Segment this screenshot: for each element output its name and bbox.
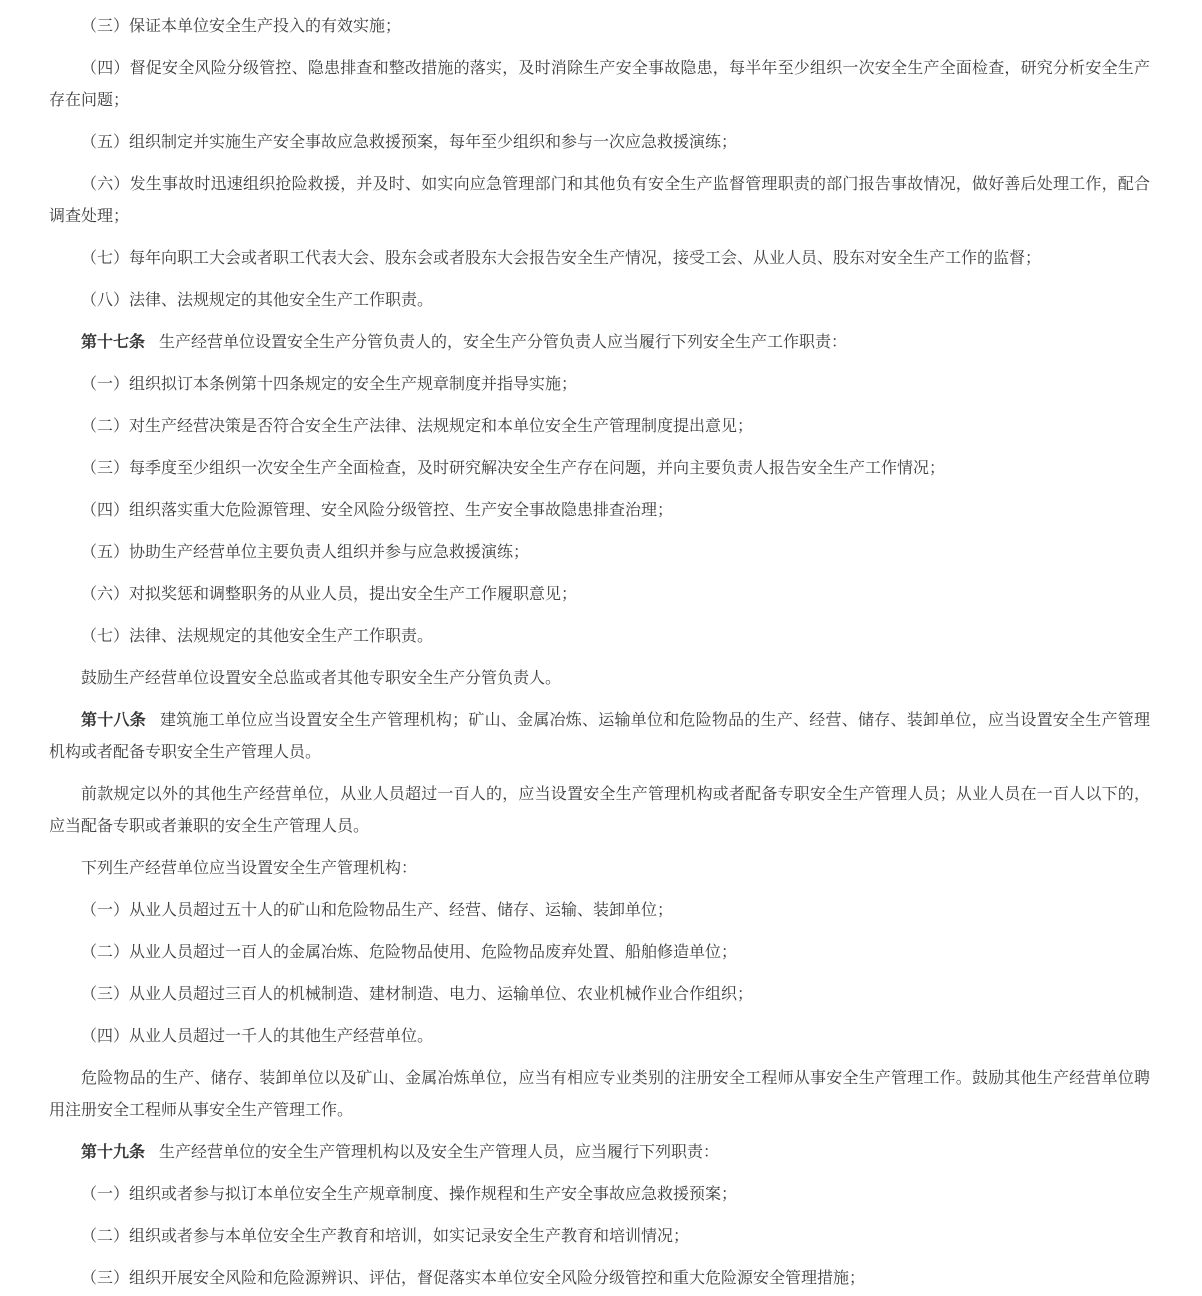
paragraph-text: 生产经营单位设置安全生产分管负责人的，安全生产分管负责人应当履行下列安全生产工作职责： <box>159 332 848 351</box>
paragraph-text: （二）对生产经营决策是否符合安全生产法律、法规规定和本单位安全生产管理制度提出意见； <box>81 416 754 435</box>
paragraph-text: （三）组织开展安全风险和危险源辨识、评估，督促落实本单位安全风险分级管控和重大危险源安全管理措施； <box>81 1268 866 1287</box>
paragraph-text: （二）从业人员超过一百人的金属冶炼、危险物品使用、危险物品废弃处置、船舶修造单位； <box>81 942 738 961</box>
clause-paragraph <box>49 778 1150 842</box>
clause-paragraph <box>49 410 1150 442</box>
clause-paragraph <box>49 936 1150 968</box>
paragraph-text: （八）法律、法规规定的其他安全生产工作职责。 <box>81 290 434 309</box>
clause-paragraph <box>49 494 1150 526</box>
paragraph-text: 生产经营单位的安全生产管理机构以及安全生产管理人员，应当履行下列职责： <box>159 1142 720 1161</box>
paragraph-text: （三）每季度至少组织一次安全生产全面检查，及时研究解决安全生产存在问题，并向主要负责人报告安全生产工作情况； <box>81 458 946 477</box>
paragraph-text: 建筑施工单位应当设置安全生产管理机构；矿山、金属冶炼、运输单位和危险物品的生产、经营、储存、装卸单位，应当设置安全生产管理机构或者配备专职安全生产管理人员。 <box>49 710 1150 761</box>
article-paragraph <box>49 326 1150 358</box>
paragraph-text: （一）组织拟订本条例第十四条规定的安全生产规章制度并指导实施； <box>81 374 578 393</box>
paragraph-text: （四）组织落实重大危险源管理、安全风险分级管控、生产安全事故隐患排查治理； <box>81 500 674 519</box>
clause-paragraph <box>49 368 1150 400</box>
clause-paragraph <box>49 578 1150 610</box>
paragraph-text: （四）从业人员超过一千人的其他生产经营单位。 <box>81 1026 434 1045</box>
paragraph-text: （四）督促安全风险分级管控、隐患排查和整改措施的落实，及时消除生产安全事故隐患，每半年至少组织一次安全生产全面检查，研究分析安全生产存在问题； <box>49 58 1150 109</box>
clause-paragraph <box>49 452 1150 484</box>
paragraph-text: 危险物品的生产、储存、装卸单位以及矿山、金属冶炼单位，应当有相应专业类别的注册安全工程师从事安全生产管理工作。鼓励其他生产经营单位聘用注册安全工程师从事安全生产管理工作。 <box>49 1068 1150 1119</box>
paragraph-text: （一）从业人员超过五十人的矿山和危险物品生产、经营、储存、运输、装卸单位； <box>81 900 674 919</box>
paragraph-text: 前款规定以外的其他生产经营单位，从业人员超过一百人的，应当设置安全生产管理机构或者配备专职安全生产管理人员；从业人员在一百人以下的，应当配备专职或者兼职的安全生产管理人员。 <box>49 784 1150 835</box>
clause-paragraph <box>49 126 1150 158</box>
article-paragraph <box>49 704 1150 768</box>
clause-paragraph <box>49 620 1150 652</box>
paragraph-text: 鼓励生产经营单位设置安全总监或者其他专职安全生产分管负责人。 <box>81 668 562 687</box>
clause-paragraph <box>49 1262 1150 1294</box>
paragraph-text: （五）协助生产经营单位主要负责人组织并参与应急救援演练； <box>81 542 530 561</box>
clause-paragraph <box>49 662 1150 694</box>
article-paragraph <box>49 1136 1150 1168</box>
clause-paragraph <box>49 52 1150 116</box>
clause-paragraph <box>49 284 1150 316</box>
clause-paragraph <box>49 978 1150 1010</box>
paragraph-text: （三）从业人员超过三百人的机械制造、建材制造、电力、运输单位、农业机械作业合作组织； <box>81 984 754 1003</box>
clause-paragraph <box>49 1178 1150 1210</box>
paragraph-text: （二）组织或者参与本单位安全生产教育和培训，如实记录安全生产教育和培训情况； <box>81 1226 690 1245</box>
clause-paragraph <box>49 242 1150 274</box>
paragraph-text: （七）法律、法规规定的其他安全生产工作职责。 <box>81 626 434 645</box>
paragraph-text: （七）每年向职工大会或者职工代表大会、股东会或者股东大会报告安全生产情况，接受工会、从业人员、股东对安全生产工作的监督； <box>81 248 1042 267</box>
clause-paragraph <box>49 1062 1150 1126</box>
paragraph-text: （一）组织或者参与拟订本单位安全生产规章制度、操作规程和生产安全事故应急救援预案； <box>81 1184 738 1203</box>
clause-paragraph <box>49 1020 1150 1052</box>
paragraph-text: （六）发生事故时迅速组织抢险救援，并及时、如实向应急管理部门和其他负有安全生产监督管理职责的部门报告事故情况，做好善后处理工作，配合调查处理； <box>49 174 1150 225</box>
clause-paragraph <box>49 894 1150 926</box>
article-number: 第十七条 <box>81 332 146 351</box>
clause-paragraph <box>49 168 1150 232</box>
clause-paragraph <box>49 10 1150 42</box>
article-number: 第十八条 <box>81 710 146 729</box>
paragraph-text: （六）对拟奖惩和调整职务的从业人员，提出安全生产工作履职意见； <box>81 584 578 603</box>
paragraph-text: （五）组织制定并实施生产安全事故应急救援预案，每年至少组织和参与一次应急救援演练； <box>81 132 738 151</box>
clause-paragraph <box>49 852 1150 884</box>
clause-paragraph <box>49 1220 1150 1252</box>
paragraph-text: （三）保证本单位安全生产投入的有效实施； <box>81 16 402 35</box>
paragraph-text: 下列生产经营单位应当设置安全生产管理机构： <box>81 858 418 877</box>
article-number: 第十九条 <box>81 1142 146 1161</box>
clause-paragraph <box>49 536 1150 568</box>
